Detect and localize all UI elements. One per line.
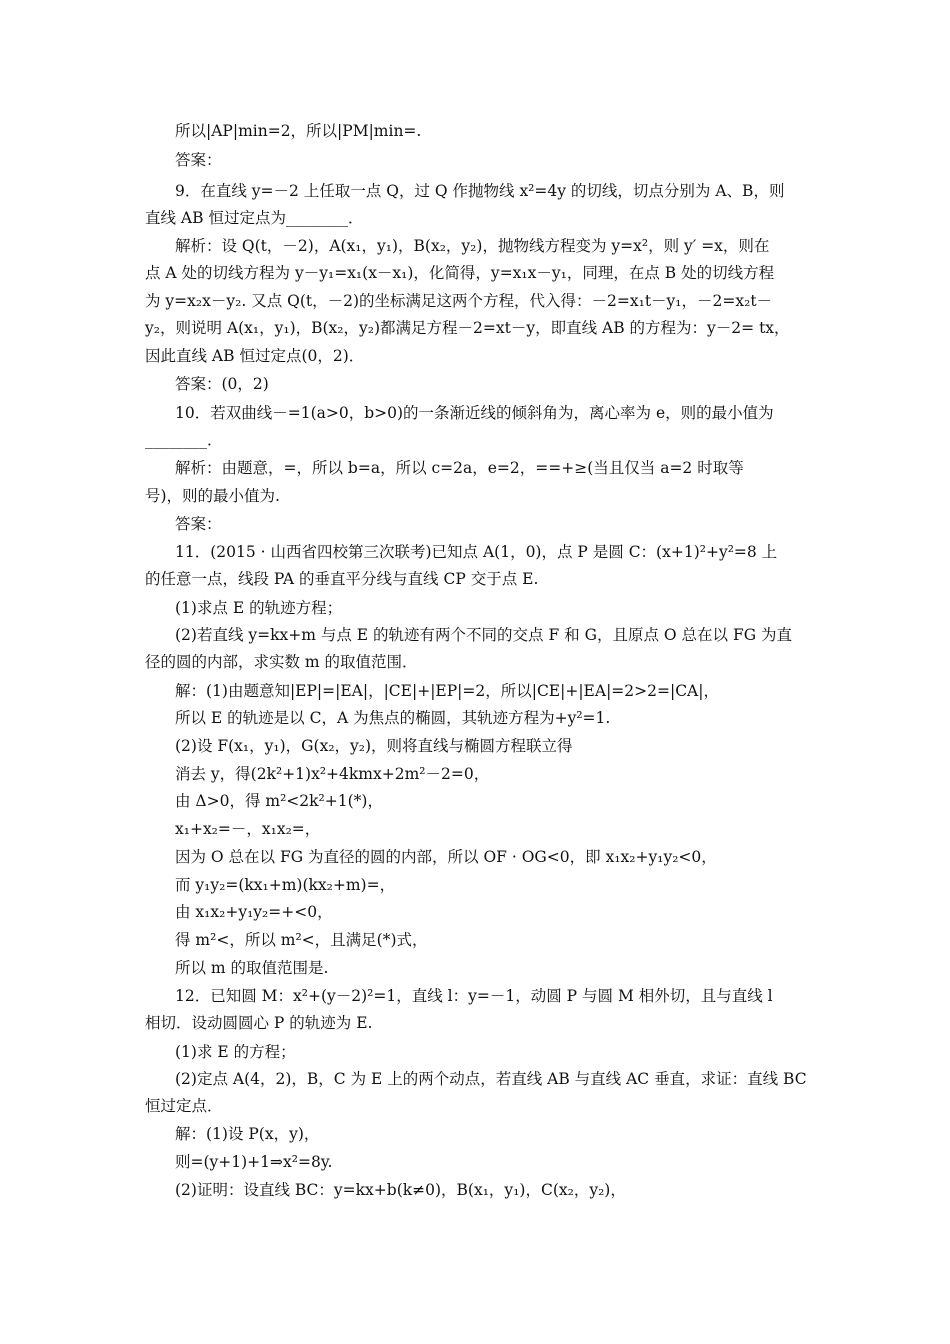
text-line: (2)证明：设直线 BC：y=kx+b(k≠0)，B(x₁，y₁)，C(x₂，y₂)，	[175, 1181, 626, 1199]
text-line: 径的圆的内部，求实数 m 的取值范围．	[145, 653, 418, 671]
text-line: (1)求 E 的方程；	[175, 1043, 296, 1061]
text-line: 解析：设 Q(t，－2)，A(x₁，y₁)，B(x₂，y₂)，抛物线方程变为 y=x²，则 y′ =x，则在	[175, 237, 770, 255]
text-line: 因为 O 总在以 FG 为直径的圆的内部，所以 OF · OG<0，即 x₁x₂+y₁y₂<0，	[175, 848, 717, 866]
text-line: 答案：	[175, 151, 222, 169]
text-line: 相切．设动圆圆心 P 的轨迹为 E.	[145, 1014, 373, 1032]
text-line: 消去 y，得(2k²+1)x²+4kmx+2m²－2=0，	[175, 765, 490, 783]
text-line: (2)设 F(x₁，y₁)，G(x₂，y₂)，则将直线与椭圆方程联立得	[175, 737, 573, 755]
text-line: 而 y₁y₂=(kx₁+m)(kx₂+m)=，	[175, 876, 396, 894]
text-line: 因此直线 AB 恒过定点(0，2)．	[145, 347, 365, 365]
text-line: ________．	[145, 431, 223, 449]
text-line: (1)求点 E 的轨迹方程；	[175, 599, 343, 617]
text-line: 直线 AB 恒过定点为________．	[145, 209, 364, 227]
text-line: 则=(y+1)+1⇒x²=8y.	[175, 1153, 333, 1171]
text-line: 恒过定点．	[145, 1097, 223, 1115]
text-line: 得 m²<，所以 m²<，且满足(*)式，	[175, 931, 428, 949]
text-line: 10．若双曲线－=1(a>0，b>0)的一条渐近线的倾斜角为，离心率为 e，则的最小值为	[175, 404, 774, 422]
text-line: (2)定点 A(4，2)，B，C 为 E 上的两个动点，若直线 AB 与直线 AC 垂直，求证：直线 BC	[175, 1070, 807, 1088]
text-line: 解析：由题意，=，所以 b=a，所以 c=2a，e=2，==+≥(当且仅当 a=2 时取等	[175, 459, 744, 477]
text-line: 由 x₁x₂+y₁y₂=+<0，	[175, 903, 333, 921]
text-line: 12．已知圆 M：x²+(y－2)²=1，直线 l：y=－1，动圆 P 与圆 M 相外切，且与直线 l	[175, 987, 773, 1005]
text-line: 所以|AP|min=2，所以|PM|min=.	[175, 122, 422, 140]
text-line: 解：(1)由题意知|EP|=|EA|，|CE|+|EP|=2，所以|CE|+|EA|=2>2=|CA|，	[175, 682, 719, 700]
text-line: 答案：(0，2)	[175, 375, 269, 393]
text-line: 为 y=x₂x－y₂. 又点 Q(t，－2)的坐标满足这两个方程，代入得：－2=x₁t－y₁，－2=x₂t－	[145, 292, 773, 310]
text-line: 所以 E 的轨迹是以 C，A 为焦点的椭圆，其轨迹方程为+y²=1.	[175, 709, 611, 727]
text-line: 所以 m 的取值范围是.	[175, 959, 329, 977]
text-line: (2)若直线 y=kx+m 与点 E 的轨迹有两个不同的交点 F 和 G，且原点 O 总在以 FG 为直	[175, 626, 793, 644]
text-line: y₂，则说明 A(x₁，y₁)，B(x₂，y₂)都满足方程－2=xt－y，即直线 AB 的方程为：y－2= tx，	[145, 319, 790, 337]
text-line: 11．(2015 · 山西省四校第三次联考)已知点 A(1，0)，点 P 是圆 C：(x+1)²+y²=8 上	[175, 543, 778, 561]
text-line: 由 Δ>0，得 m²<2k²+1(*)，	[175, 792, 383, 810]
text-line: 号)，则的最小值为.	[145, 487, 280, 505]
text-line: 答案：	[175, 515, 222, 533]
text-line: 点 A 处的切线方程为 y－y₁=x₁(x－x₁)，化简得，y=x₁x－y₁，同理，在点 B 处的切线方程	[145, 264, 775, 282]
text-line: x₁+x₂=－，x₁x₂=，	[175, 820, 321, 838]
text-line: 的任意一点，线段 PA 的垂直平分线与直线 CP 交于点 E.	[145, 570, 539, 588]
text-line: 9．在直线 y=－2 上任取一点 Q，过 Q 作抛物线 x²=4y 的切线，切点分别为 A、B，则	[175, 182, 785, 200]
text-line: 解：(1)设 P(x，y)，	[175, 1125, 320, 1143]
